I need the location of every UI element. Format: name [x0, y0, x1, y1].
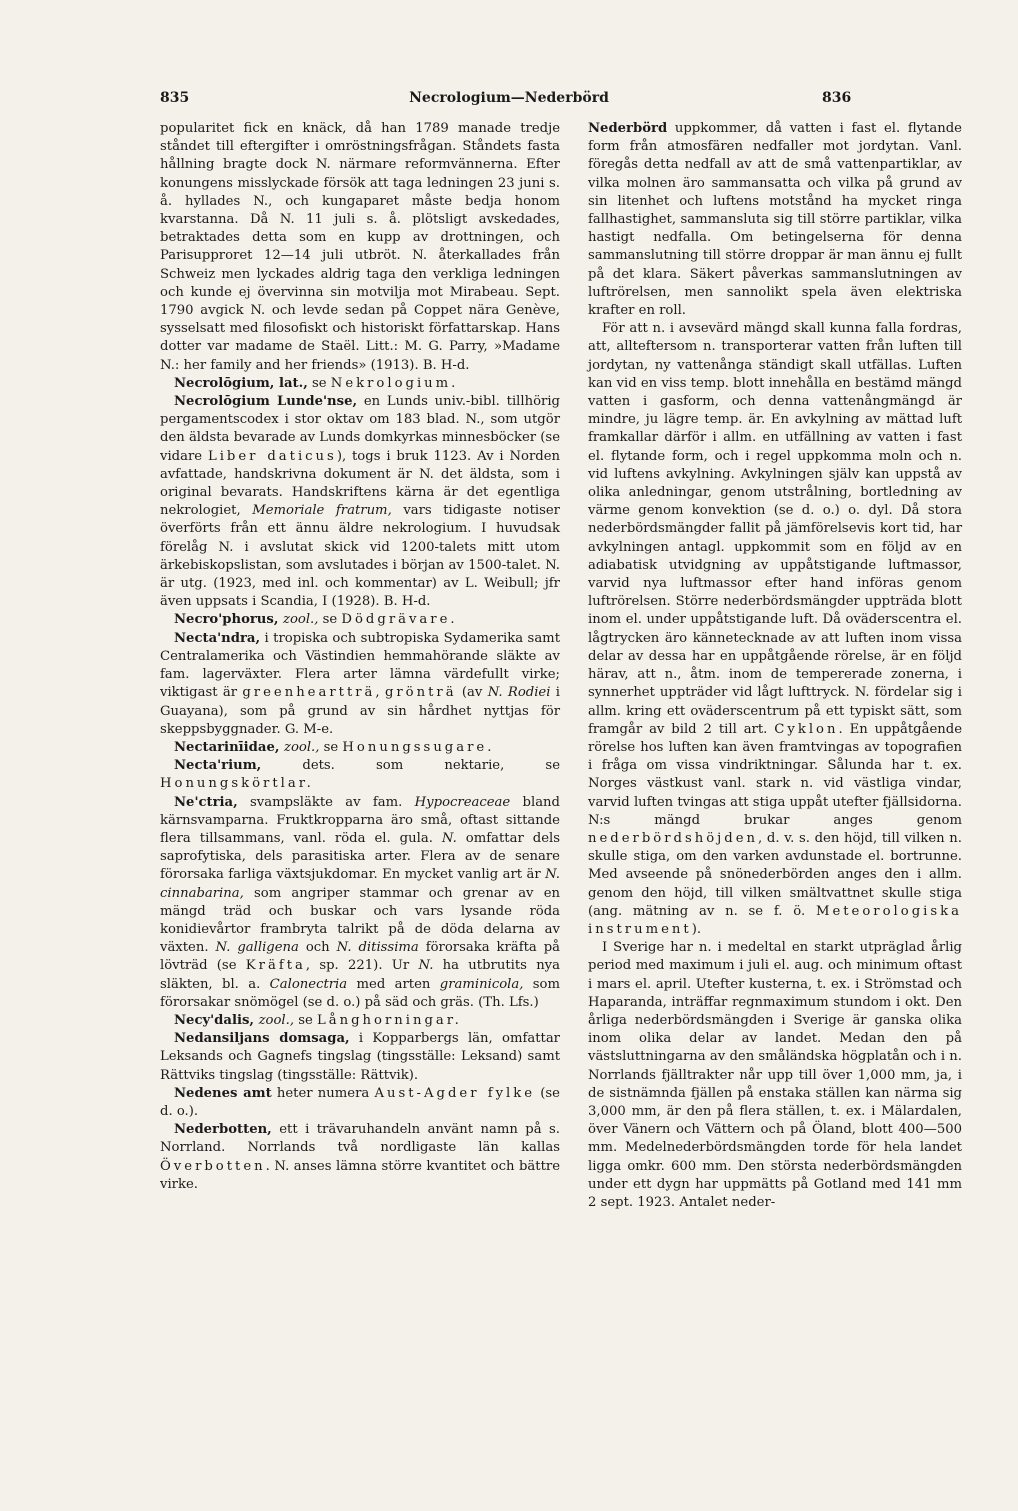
entry-text: och — [298, 940, 337, 956]
entry-text: se — [319, 739, 343, 755]
entry-headword: Ne'ctria, — [174, 794, 238, 810]
entry-paragraph — [160, 794, 560, 1012]
entry-text: , — [375, 685, 385, 701]
entry-paragraph — [160, 757, 560, 793]
entry-text: Calonectria — [269, 976, 348, 992]
entry-headword: Necrolōgium Lunde'nse, — [174, 394, 358, 410]
entry-text: zool., — [284, 739, 320, 755]
entry-headword: Nederbotten, — [174, 1122, 272, 1138]
entry-text: Honungssugare. — [342, 739, 495, 755]
right-column — [588, 120, 962, 1212]
entry-text: som angriper stammar och grenar av en mängd träd och buskar och vars lysande röda konidievårtor frambryta talrikt på de döda delarna av växten. — [160, 885, 560, 956]
entry-headword: Necta'ndra, — [174, 630, 261, 646]
entry-headword: Nederbörd — [588, 121, 668, 136]
entry-paragraph — [160, 739, 560, 757]
entry-text: Liber daticus — [207, 448, 337, 464]
entry-text: N. cinnabarina, — [160, 867, 560, 901]
left-column — [160, 120, 560, 1194]
entry-text: omfattar dels saprofytiska, dels parasitiska arter. Flera av de senare förorsaka farliga växtsjukdomar. En mycket vanlig art är — [160, 830, 560, 883]
entry-text: Nekrologium. — [330, 375, 459, 391]
entry-text: popularitet fick en knäck, då han 1789 manade tredje ståndet till eftergifter i omröstningsfrågan. Ståndets fasta hållning bragte dock N. närmare reformvännerna. Efter konungens misslyckade försök att taga ledningen 23 juni s. å. hyllades N., och kungaparet måste bedja honom kvarstanna. Då N. 11 juli s. å. plötsligt avskedades, betraktades detta som en kupp av drottningen, och Parisupproret 12—14 juli utbröt. N. återkallades från Schweiz men lyckades aldrig taga den verkliga ledningen och kunde ej övervinna sin motvilja mot Mirabeau. Sept. 1790 avgick N. och levde sedan på Coppet nära Genève, sysselsatt med filosofiskt och historiskt författarskap. Hans dotter var madame de Staël. Litt.: M. G. Parry, »Madame N.: her family and her friends» (1913). B. H-d. — [160, 121, 560, 373]
entry-text: zool., — [283, 612, 319, 628]
running-title: Necrologium—Nederbörd — [409, 90, 609, 106]
entry-text: Hypocreaceae — [414, 794, 511, 810]
entry-text: grönträ — [384, 685, 457, 701]
entry-text: greenheartträ — [242, 685, 376, 701]
entry-text: i Guayana), som på grund av sin hårdhet nyttjas för skeppsbyggnader. G. M-e. — [160, 685, 560, 737]
entry-text: N. galligena — [215, 940, 299, 956]
entry-text: , sp. 221). Ur — [305, 958, 419, 974]
entry-text: ). — [691, 921, 702, 937]
page-number-left: 835 — [160, 90, 190, 106]
entry-paragraph — [160, 1012, 560, 1030]
entry-paragraph — [160, 375, 560, 393]
entry-text: (av — [456, 685, 488, 701]
entry-text: . En uppåtgående rörelse hos luften kan även framtvingas av topografien i fråga om vissa vindriktningar. Sålunda har t. ex. Norges västkust vanl. stark n. vid västliga vindar, varvid luften tvingas att stiga uppåt utefter fjällsidorna. N:s mängd brukar anges genom — [588, 721, 962, 828]
entry-text: Överbotten — [160, 1158, 266, 1174]
entry-headword: Nectarinīidae, — [174, 739, 285, 755]
entry-text: vars tidigaste notiser överförts från ett ännu äldre nekrologium. I huvudsak förelåg N. i avslutat skick vid 1200-talets mitt utom ärkebiskopslistan, som avslutades i början av 1500-talet. N. är utg. (1923, med inl. och kommentar) av L. Weibull; jfr även uppsats i Scandia, I (1928). B. H-d. — [160, 503, 560, 610]
entry-headword: Necro'phorus, — [174, 612, 284, 628]
entry-paragraph — [160, 611, 560, 629]
entry-text: , d. v. s. den höjd, till vilken n. skulle stiga, om den varken avdunstade el. bortrunne. Med avseende på snönederbörden anges den i allm. genom den höjd, till vilken smältvattnet skulle stiga (ang. mätning av n. se f. ö. — [588, 830, 962, 919]
entry-paragraph — [160, 120, 560, 375]
entry-text: se — [294, 1012, 317, 1028]
entry-headword: Nedenes amt — [174, 1085, 272, 1101]
entry-text: i Kopparbergs län, omfattar Leksands och Gagnefs tingslag (tingsställe: Leksand) samt Rättviks tingslag (tingsställe: Rättvik). — [160, 1031, 560, 1083]
page-number-right: 836 — [822, 90, 852, 106]
entry-text: Cyklon — [774, 721, 839, 737]
entry-text: Långhorningar. — [316, 1012, 462, 1028]
entry-text: bland kärnsvamparna. Fruktkropparna äro små, oftast sittande flera tillsammans, vanl. röda el. gula. — [160, 794, 560, 846]
entry-paragraph — [160, 1085, 560, 1121]
entry-text: Dödgrävare. — [341, 612, 458, 628]
entry-paragraph — [160, 1121, 560, 1194]
entry-text: N. ditissima — [336, 940, 419, 956]
entry-text: Aust-Agder fylke — [374, 1085, 536, 1101]
entry-headword: Nedansiljans domsaga, — [174, 1031, 350, 1047]
entry-text: För att n. i avsevärd mängd skall kunna falla fordras, att, allteftersom n. transporterar vatten från luften till jordytan, ny vattenånga ständigt skall utfällas. Luften kan vid en viss temp. blott innehålla en bestämd mängd vatten i gasform, och denna vattenångmängd är mindre, ju lägre temp. är. En avkylning av mättad luft framkallar därför i allm. en utfällning av vatten i fast el. flytande form, och i regel uppkomma moln och n. vid luftens avkylning. Avkylningen själv kan uppstå av olika anledningar, genom utstrålning, bortledning av värme genom konvektion (se d. o.) o. dyl. Då stora nederbördsmängder fallit på jämförelsevis kort tid, har avkylningen antagl. uppkommit som en följd av en adiabatisk utvidgning av uppåtstigande luftmassor, varvid nya luftmassor efter hand införas genom luftrörelsen. Större nederbördsmängder uppträda blott inom el. under uppåtstigande luft. Då oväderscentra el. lågtrycken äro kännetecknade av att luften inom vissa delar av dessa har en uppåtgående rörelse, är en följd härav, att n., åtm. inom de tempererade zonerna, i synnerhet uppträder vid lågt lufttryck. N. fördelar sig i allm. kring ett oväderscentrum på ett typiskt sätt, som framgår av bild 2 till art. — [588, 321, 962, 737]
entry-text: Memoriale fratrum, — [252, 503, 392, 519]
entry-text: ha utbrutits nya släkten, bl. a. — [160, 958, 560, 992]
entry-text: graminicola, — [439, 976, 524, 992]
entry-text: heter numera — [271, 1085, 375, 1101]
entry-text: N. — [441, 830, 457, 846]
entry-text: uppkommer, då vatten i fast el. flytande form från atmosfären nedfaller mot jordytan. Vanl. föregås detta nedfall av att de små vattenpartiklar, av vilka molnen äro sammansatta och vilka på grund av sin litenhet och luftens motstånd ha mycket ringa fallhastighet, sammansluta sig till större partiklar, vilka hastigt nedfalla. Om betingelserna för denna sammanslutning till större droppar är man ännu ej fullt på det klara. Säkert påverkas sammanslutningen av luftrörelsen, men sannolikt spela även elektriska krafter en roll. — [588, 121, 962, 319]
entry-text: zool., — [258, 1012, 295, 1028]
entry-text: se — [318, 612, 342, 628]
entry-text: svampsläkte av fam. — [237, 794, 415, 810]
entry-text: N. — [418, 958, 434, 974]
entry-text: förorsaka kräfta på lövträd (se — [160, 940, 560, 974]
entry-text: i tropiska och subtropiska Sydamerika samt Centralamerika och Västindien hemmahörande släkte av fam. lagerväxter. Flera arter lämna värdefullt virke; viktigast är — [160, 630, 560, 701]
entry-text: nederbördshöjden — [588, 830, 759, 846]
entry-text: dets. som nektarie, se — [261, 758, 560, 774]
entry-text: en Lunds univ.-bibl. tillhörig pergamentscodex i stor oktav om 183 blad. N., som utgör den äldsta bevarade av Lunds domkyrkas minnesböcker (se vidare — [160, 394, 560, 464]
entry-text: Meteorologiska instrument — [588, 903, 962, 937]
entry-text: som förorsakar snömögel (se d. o.) på säd och gräs. (Th. Lfs.) — [160, 976, 561, 1010]
entry-text: Honungskörtlar. — [160, 776, 314, 792]
entry-paragraph — [588, 939, 962, 1212]
entry-text: se — [307, 375, 331, 391]
entry-paragraph — [588, 120, 962, 320]
entry-text: N. Rodiei — [487, 685, 551, 701]
entry-text: ett i trävaruhandeln använt namn på s. Norrland. Norrlands två nordligaste län kallas — [160, 1122, 560, 1156]
entry-paragraph — [588, 320, 962, 939]
entry-paragraph — [160, 630, 560, 739]
entry-text: (se d. o.). — [160, 1085, 560, 1119]
entry-headword: Necta'rium, — [174, 758, 262, 774]
entry-paragraph — [160, 1030, 560, 1085]
entry-headword: Necrolōgium, lat., — [174, 375, 308, 391]
entry-text: I Sverige har n. i medeltal en starkt utpräglad årlig period med maximum i juli el. aug. och minimum oftast i mars el. april. Utefter kusterna, t. ex. i Strömstad och Haparanda, inträffar regnmaximum stundom i okt. Den årliga nederbördsmängden i Sverige är ganska olika inom olika delar av landet. Medan den på västsluttningarna av den småländska högplatån och i n. Norrlands fjälltrakter når upp till över 1,000 mm, ja, i de sistnämnda fjällen på enstaka ställen kan närma sig 3,000 mm, är den på flera ställen, t. ex. i Mälardalen, över Vänern och Vättern och på Öland, blott 400—500 mm. Medelnederbördsmängden torde för hela landet ligga omkr. 600 mm. Den största nederbördsmängden under ett dygn har uppmätts på Gotland med 141 mm 2 sept. 1923. Antalet neder- — [588, 940, 962, 1210]
entry-text: med arten — [347, 976, 440, 992]
entry-paragraph — [160, 393, 560, 611]
entry-text: . N. anses lämna större kvantitet och bättre virke. — [160, 1158, 560, 1192]
entry-text: Kräfta — [245, 958, 306, 974]
entry-headword: Necy'dalis, — [174, 1012, 259, 1028]
entry-text: ), togs i bruk 1123. Av i Norden avfattade, handskrivna dokument är N. det äldsta, som i original bevarats. Handskriftens kärna är det egentliga nekrologiet, — [160, 448, 560, 519]
